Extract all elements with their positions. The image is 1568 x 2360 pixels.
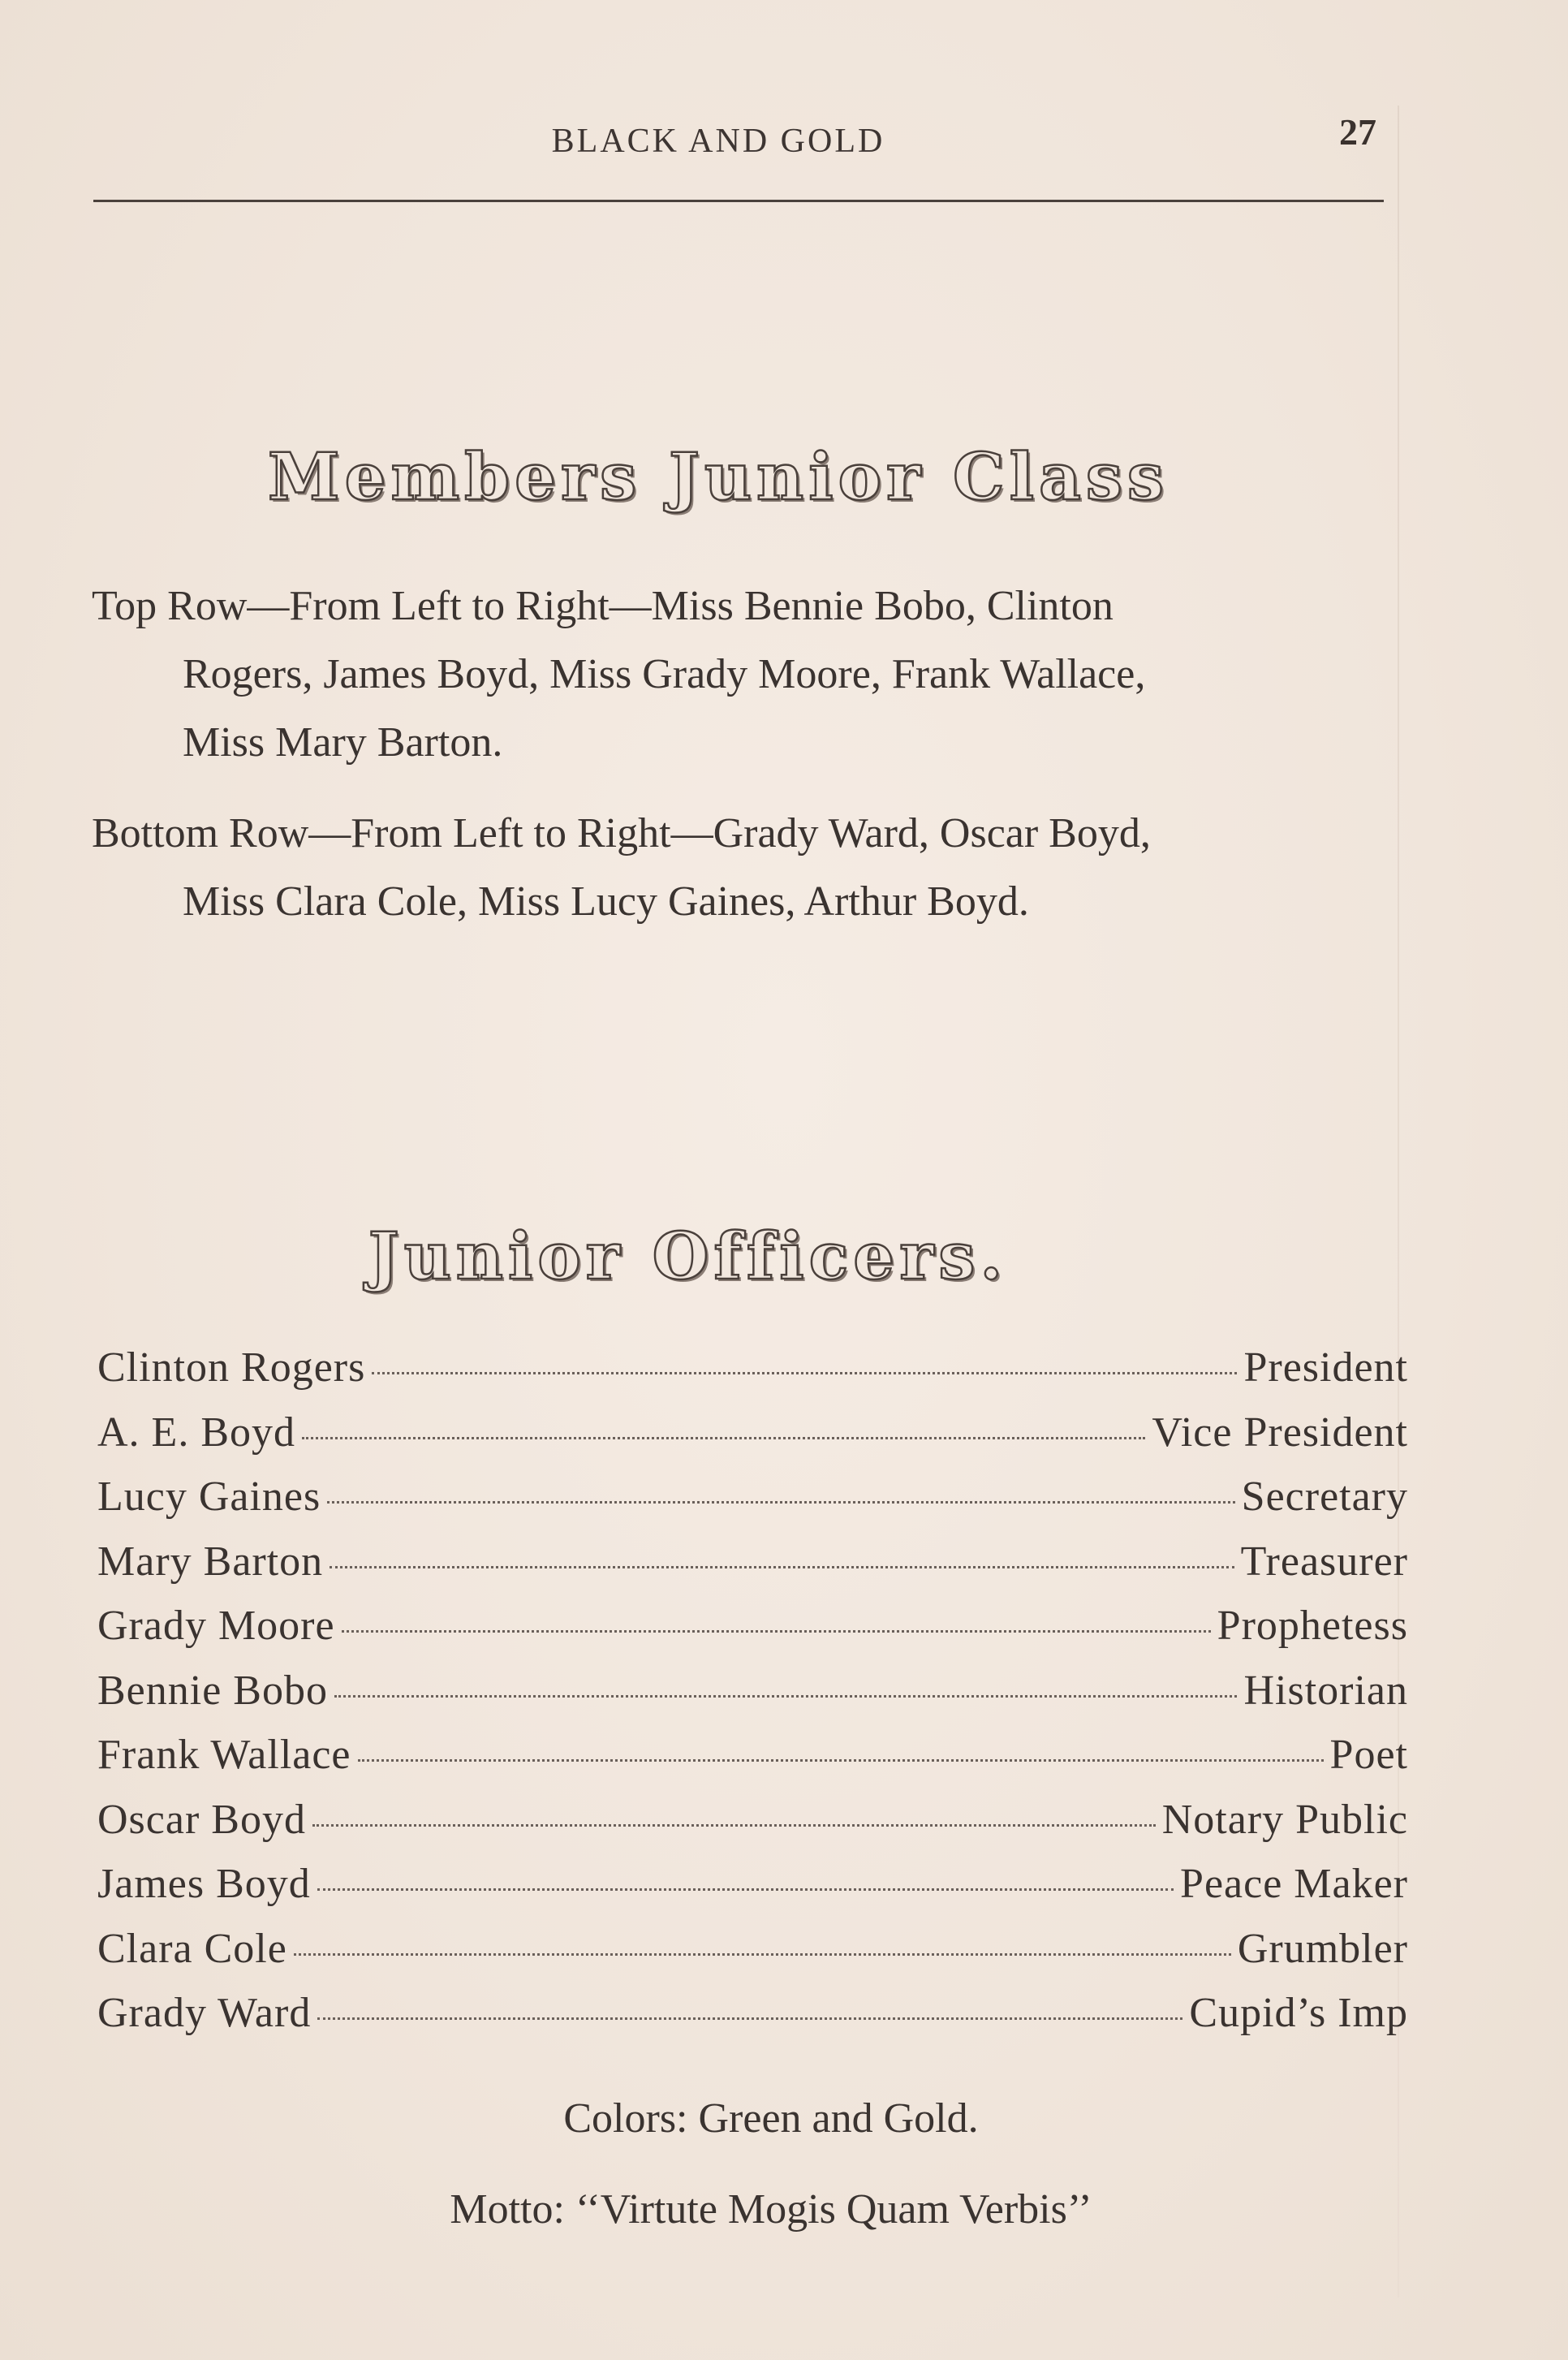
officer-row <box>97 1796 1408 1861</box>
class-motto: Motto: ‘‘Virtute Mogis Quam Verbis’’ <box>450 2186 1092 2233</box>
bottom-row-line-2: Miss Clara Cole, Miss Lucy Gaines, Arthur Boyd. <box>183 878 1029 925</box>
bottom-row-paragraph <box>92 800 1390 936</box>
dot-leader <box>327 1501 1234 1504</box>
officer-role: Notary Public <box>1161 1796 1408 1843</box>
top-row-line-2: Rogers, James Boyd, Miss Grady Moore, Frank Wallace, <box>183 651 1146 697</box>
dot-leader <box>358 1759 1324 1762</box>
class-colors: Colors: Green and Gold. <box>563 2095 979 2142</box>
officer-row <box>97 1344 1408 1409</box>
officer-row <box>97 1731 1408 1796</box>
officer-role: Historian <box>1243 1667 1408 1714</box>
officer-name: Oscar Boyd <box>97 1796 306 1843</box>
officer-row <box>97 1860 1408 1925</box>
officer-name: Mary Barton <box>97 1538 324 1585</box>
officer-name: A. E. Boyd <box>97 1409 295 1456</box>
dot-leader <box>330 1566 1234 1568</box>
header-rule <box>93 200 1384 202</box>
officer-role: Grumbler <box>1237 1925 1408 1972</box>
dot-leader <box>317 1888 1174 1891</box>
officer-name: Grady Moore <box>97 1603 335 1649</box>
officer-name: Bennie Bobo <box>97 1667 328 1714</box>
officer-row <box>97 1925 1408 1990</box>
officer-name: Clara Cole <box>97 1925 287 1972</box>
officer-name: Lucy Gaines <box>97 1473 321 1520</box>
officer-row <box>97 1667 1408 1732</box>
dot-leader <box>312 1824 1156 1827</box>
dot-leader <box>342 1630 1211 1633</box>
top-row-line-3: Miss Mary Barton. <box>183 719 503 766</box>
top-row-paragraph <box>92 572 1390 777</box>
officer-role: Peace Maker <box>1180 1861 1408 1907</box>
officer-row <box>97 1538 1408 1603</box>
officers-list <box>97 1344 1408 2054</box>
officers-heading: Junior Officers. <box>368 1218 1008 1294</box>
officer-role: Treasurer <box>1240 1538 1408 1585</box>
officer-role: Cupid’s Imp <box>1189 1990 1408 2036</box>
officer-role: President <box>1243 1344 1408 1391</box>
officer-role: Prophetess <box>1217 1603 1408 1649</box>
dot-leader <box>294 1953 1231 1956</box>
members-heading: Members Junior Class <box>268 438 1169 515</box>
dot-leader <box>372 1372 1237 1374</box>
page-number: 27 <box>1339 111 1376 153</box>
officer-role: Vice President <box>1152 1409 1408 1456</box>
bottom-row-line-1: Bottom Row—From Left to Right—Grady Ward, Oscar Boyd, <box>92 810 1151 856</box>
running-title: BLACK AND GOLD <box>551 123 885 160</box>
top-row-line-1: Top Row—From Left to Right—Miss Bennie Bobo, Clinton <box>92 583 1114 629</box>
officer-row <box>97 1602 1408 1667</box>
officer-name: James Boyd <box>97 1861 311 1907</box>
officer-row <box>97 1473 1408 1538</box>
dot-leader <box>317 2017 1182 2020</box>
officer-role: Poet <box>1329 1732 1408 1778</box>
officer-row <box>97 1409 1408 1473</box>
officer-name: Clinton Rogers <box>97 1344 366 1391</box>
officer-row <box>97 1989 1408 2054</box>
officer-name: Grady Ward <box>97 1990 312 2036</box>
officer-role: Secretary <box>1241 1473 1408 1520</box>
dot-leader <box>334 1695 1237 1698</box>
officer-name: Frank Wallace <box>97 1732 351 1778</box>
dot-leader <box>302 1437 1145 1439</box>
